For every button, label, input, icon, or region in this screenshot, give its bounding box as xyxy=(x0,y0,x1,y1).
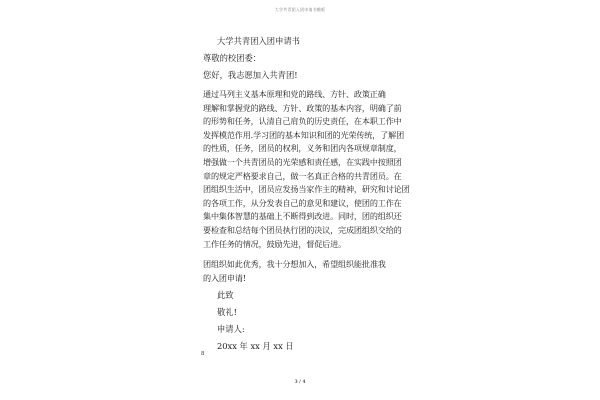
body-line: 的性质，任务，团员的权利，义务和团内各项规章制度， xyxy=(203,143,402,154)
body-line: 的各项工作，从分发表自己的意见和建议，使团的工作在 xyxy=(203,197,402,208)
body-line: 增强做一个共青团员的光荣感和责任感，在实践中按照团 xyxy=(203,156,402,167)
page-header: 大学共青团入团申请书模板 xyxy=(274,7,326,12)
sign-off-jingli: 敬礼! xyxy=(217,307,237,317)
body-line: 的形势和任务，认清自己肩负的历史责任，在本职工作中 xyxy=(203,116,402,127)
body-line: 团组织生活中，团员应发扬当家作主的精神，研究和讨论团 xyxy=(203,184,410,195)
body-line: 集中集体智慧的基础上不断得到改进。同时，团的组织还 xyxy=(203,211,402,222)
sign-off-cizhi: 此致 xyxy=(217,290,234,300)
closing-line: 团组织如此优秀，我十分想加入，希望组织能批准我 xyxy=(203,259,386,269)
stray-mark: 8 xyxy=(201,351,205,357)
body-line: 要检查和总结每个团员执行团的决议，完成团组织交给的 xyxy=(203,224,402,235)
letter-closing xyxy=(203,258,403,285)
letter-title: 大学共青团入团申请书 xyxy=(217,36,300,46)
body-line: 通过马列主义基本原理和党的路线、方针、政策正确 xyxy=(203,89,386,99)
letter-body xyxy=(203,88,410,251)
applicant-label: 申请人: xyxy=(217,324,245,334)
body-line: 发挥模范作用.学习团的基本知识和团的光荣传统，了解团 xyxy=(203,129,405,140)
letter-greeting: 您好，我志愿加入共青团! xyxy=(203,70,298,80)
body-line: 章的规定严格要求自己，做一名真正合格的共青团员。在 xyxy=(203,170,402,181)
page-number: 3 / 4 xyxy=(294,380,306,385)
body-line: 理解和掌握党的路线、方针、政策的基本内容，明确了前 xyxy=(203,102,402,113)
body-line: 工作任务的情况，鼓励先进，督促后进。 xyxy=(203,238,346,249)
closing-line: 的入团申请! xyxy=(203,272,246,283)
letter-salutation: 尊敬的校团委： xyxy=(203,53,262,63)
letter-date: 20xx 年 xx 月 xx 日 xyxy=(217,341,294,351)
